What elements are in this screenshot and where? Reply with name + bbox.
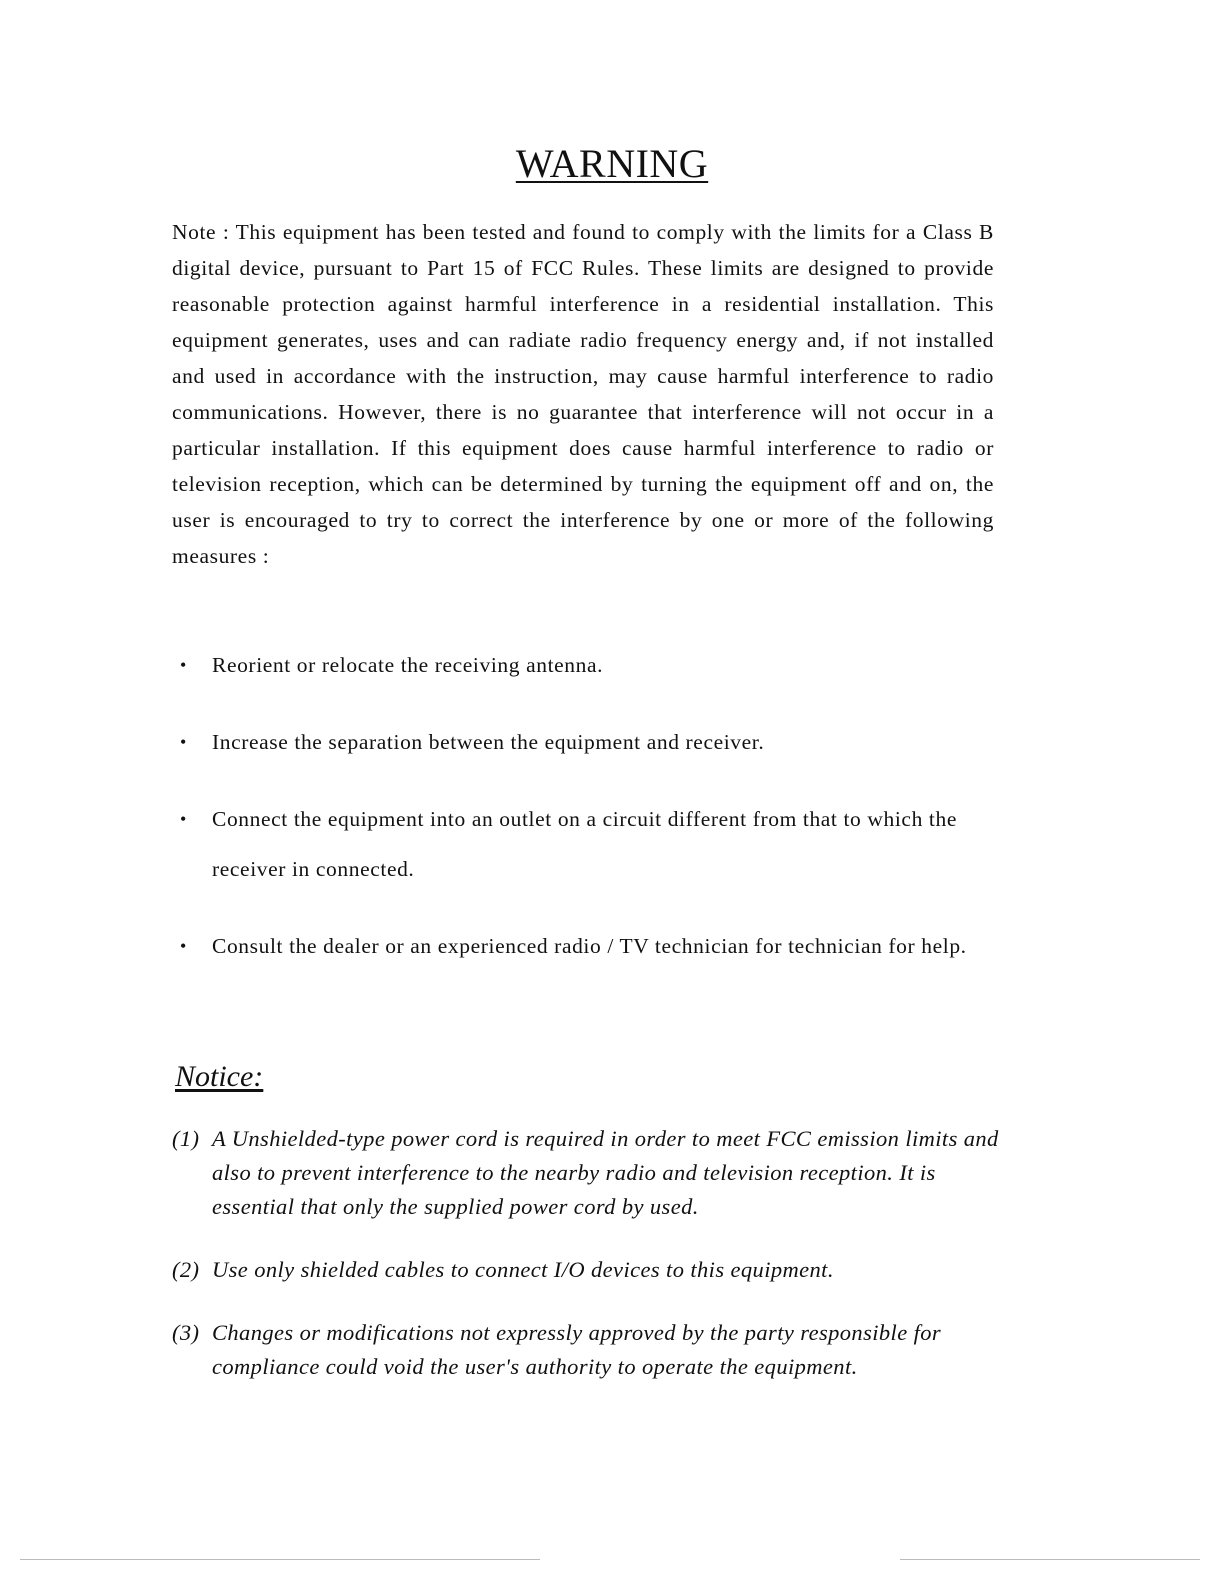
list-item	[172, 1122, 1002, 1224]
scan-artifact-line	[20, 1559, 540, 1560]
page-title: WARNING	[515, 141, 709, 186]
notice-text: Changes or modifications not expressly approved by the party responsible for compliance could void the user's authority to operate the equipment.	[212, 1320, 942, 1379]
notice-number: (1)	[172, 1126, 200, 1151]
notice-number: (3)	[172, 1320, 200, 1345]
fcc-note-paragraph: Note : This equipment has been tested and found to comply with the limits for a Class B digital device, pursuant to Part 15 of FCC Rules. These limits are designed to provide reasonable protection against harmful interference in a residential installation. This equipment generates, uses and can radiate radio frequency energy and, if not installed and used in accordance with the instruction, may cause harmful interference to radio communications. However, there is no guarantee that interference will not occur in a particular installation. If this equipment does cause harmful interference to radio or television reception, which can be determined by turning the equipment off and on, the user is encouraged to try to correct the interference by one or more of the following measures :	[172, 220, 994, 568]
bullet-icon: •	[180, 655, 187, 675]
bullet-icon: •	[180, 809, 187, 829]
measures-list	[172, 640, 1002, 998]
list-item	[172, 717, 1002, 767]
list-item	[172, 794, 1002, 894]
measure-text: Reorient or relocate the receiving antenna.	[212, 653, 604, 677]
scan-artifact-line	[900, 1559, 1200, 1560]
notice-text: Use only shielded cables to connect I/O devices to this equipment.	[212, 1257, 834, 1282]
measure-text: Increase the separation between the equipment and receiver.	[212, 730, 765, 754]
list-item	[172, 640, 1002, 690]
bullet-icon: •	[180, 936, 187, 956]
notice-number: (2)	[172, 1257, 200, 1282]
notice-heading: Notice:	[175, 1060, 264, 1093]
notice-text: A Unshielded-type power cord is required in order to meet FCC emission limits and also to prevent interference to the nearby radio and television reception. It is essential that only the supplied power cord by used.	[212, 1126, 999, 1219]
notice-list	[172, 1122, 1002, 1413]
list-item	[172, 1316, 1002, 1384]
list-item	[172, 1253, 1002, 1287]
measure-text: Consult the dealer or an experienced radio / TV technician for technician for help.	[212, 934, 967, 958]
list-item	[172, 921, 1002, 971]
measure-text: Connect the equipment into an outlet on a circuit different from that to which the receiver in connected.	[212, 807, 957, 881]
bullet-icon: •	[180, 732, 187, 752]
